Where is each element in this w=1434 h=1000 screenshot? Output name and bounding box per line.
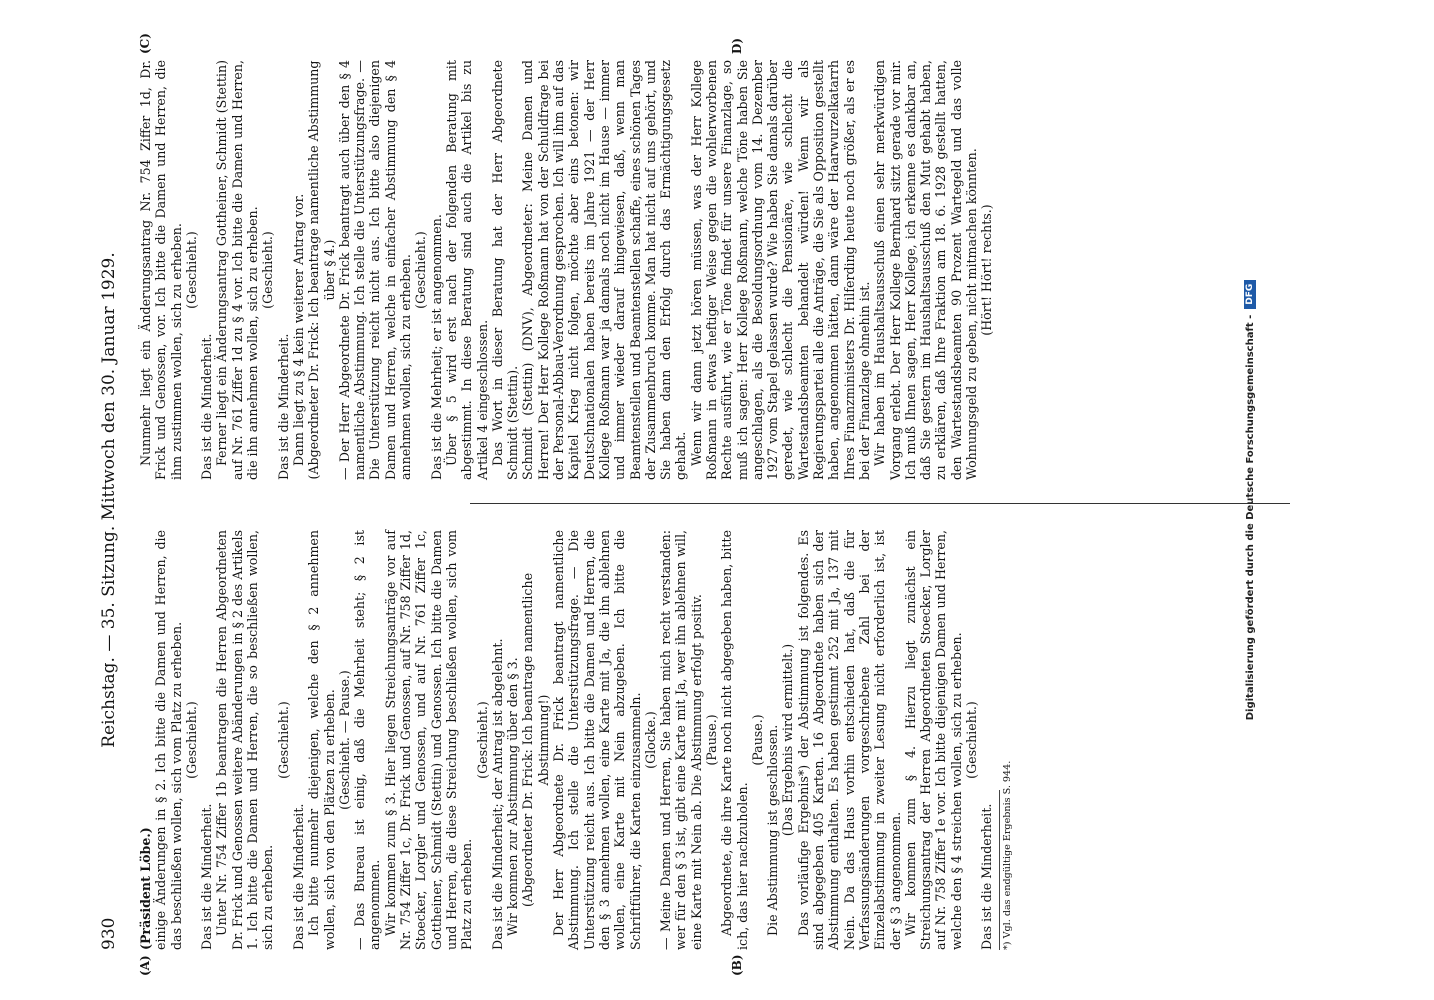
- paragraph: einige Änderungen in § 2. Ich bitte die Damen und Herren, die das beschließen wollen, sich vom Platz zu erheben.: [153, 530, 184, 950]
- paragraph: Wir haben im Haushaltsausschuß einen sehr merkwürdigen Vorgang erlebt. Der Herr Kollege Bernhard sitzt gerade vor mir. Ich muß Ihnen sagen, Herr Kollege, ich erkenne es dankbar an, daß Sie gestern im Haushaltsausschuß den Mut gehabt haben, zu erklären, daß Ihre Fraktion am 18. 6. 1928 gestellt hatten, den Wartestandsbeamten 90 Prozent Wartegeld und das volle Wohnungsgeld zu geben, nicht mitmachen könnten.: [872, 60, 980, 480]
- paragraph: Das ist die Minderheit.: [979, 803, 995, 950]
- paragraph: (Glocke.): [642, 711, 658, 769]
- paragraph: Das ist die Minderheit.: [199, 333, 215, 480]
- paragraph: (Pause.): [749, 714, 765, 766]
- paragraph: Abgeordnete, die ihre Karte noch nicht abgegeben haben, bitte ich, das hier nachzuholen.: [719, 530, 750, 950]
- paragraph: Das ist die Minderheit.: [290, 803, 306, 950]
- paragraph: Das Wort in dieser Beratung hat der Herr Abgeordnete Schmidt (Stettin).: [489, 60, 521, 480]
- dfg-logo: DFG: [1244, 280, 1256, 309]
- paragraph: (Pause.): [703, 714, 719, 766]
- paragraph: Nunmehr liegt ein Änderungsantrag Nr. 754 Ziffer 1d, Dr. Frick und Genossen, vor. Ich bitte die Damen und Herren, die ihm zustimmen wollen, sich zu erheben.: [138, 60, 184, 480]
- paragraph: Wenn wir dann jetzt hören müssen, was der Herr Kollege Roßmann in etwas heftiger Weise gegen die wohlerworbenen Rechte ausführt, wie er Töne findet für unsere Finanzlage, so muß ich sagen: Herr Kollege Roßmann, welche Töne haben Sie angeschlagen, als die Besoldungsordnung vom 14. Dezember 1927 vom Stapel gelassen wurde? Wie haben Sie damals darüber geredet, wie schlecht die Pensionäre, wie schlecht die Wartestandsbeamten behandelt würden! Wenn wir als Regierungspartei alle die Anträge, die Sie als Opposition gestellt haben, angenommen hätten, dann wäre der Haarwurzelkatarrh Ihres Finanzministers Dr. Hilferding heute noch größer, als er es bei der Finanzlage ohnehin ist.: [688, 60, 872, 480]
- paragraph: Der Herr Abgeordnete Dr. Frick beantragt namentliche Abstimmung. Ich stelle die Unterstützungsfrage. — Die Unterstützung reicht aus. Ich bitte die Damen und Herren, die den § 3 annehmen wollen, eine Karte mit Ja, die ihn ablehnen wollen, eine Karte mit Nein abzugeben. Ich bitte die Schriftführer, die Karten einzusammeln.: [551, 530, 643, 950]
- paragraph: Die Abstimmung ist geschlossen.: [765, 724, 781, 936]
- paragraph: (Präsident Löbe.): [138, 827, 153, 950]
- paragraph: Das ist die Minderheit.: [275, 333, 291, 480]
- paragraph: Unter Nr. 754 Ziffer 1b beantragen die Herren Abgeordneten Dr. Frick und Genossen weitere Abänderungen in § 2 des Artikels 1. Ich bitte die Damen und Herren, die so beschließen wollen, sich zu erheben.: [214, 530, 276, 950]
- paragraph: (Abgeordneter Dr. Frick: Ich beantrage namentliche Abstimmung über § 4.): [306, 60, 337, 480]
- footnote: *) Vgl. das endgültige Ergebnis S. 944.: [1001, 760, 1013, 950]
- paragraph: (Abgeordneter Dr. Frick: Ich beantrage namentliche Abstimmung!): [520, 572, 551, 908]
- paragraph: Ferner liegt ein Änderungsantrag Gottheiner, Schmidt (Stettin) auf Nr. 761 Ziffer 1d zu § 4 vor. Ich bitte die Damen und Herren, die ihn annehmen wollen, sich zu erheben.: [214, 60, 261, 480]
- paragraph: Das ist die Mehrheit; er ist angenommen.: [428, 214, 444, 480]
- paragraph: (Geschieht.): [183, 701, 199, 779]
- header-title: Reichstag. — 35. Sitzung. Mittwoch den 30. Januar 1929.: [99, 252, 119, 748]
- column-divider: [470, 503, 1290, 504]
- paragraph: — Das Bureau ist einig, daß die Mehrheit steht; § 2 ist angenommen.: [352, 530, 383, 950]
- paragraph: Das ist die Minderheit; der Antrag ist abgelehnt.: [489, 638, 505, 950]
- paragraph: (Geschieht.): [275, 701, 291, 779]
- paragraph: Ich bitte nunmehr diejenigen, welche den § 2 annehmen wollen, sich von den Plätzen zu erheben.: [306, 530, 337, 950]
- paragraph: (Geschieht.): [413, 231, 429, 309]
- digitization-credit: [1240, 50, 1260, 950]
- rotated-page-content: [90, 33, 1320, 976]
- paragraph: (Geschieht.): [260, 231, 276, 309]
- paragraph: (Geschieht.): [474, 701, 490, 779]
- margin-marker-b: (B): [730, 954, 744, 976]
- page-number: 930: [99, 917, 119, 950]
- margin-marker-c: (C): [138, 33, 152, 54]
- credit-text: Digitalisierung gefördert durch die Deutsche Forschungsgemeinschaft -: [1244, 314, 1256, 721]
- paragraph: — Meine Damen und Herren, Sie haben mich recht verstanden: wer für den § 3 ist, gibt eine Karte mit Ja, wer ihn ablehnen will, eine Karte mit Nein ab. Die Abstimmung erfolgt positiv.: [658, 530, 704, 950]
- paragraph: (Geschieht.): [964, 701, 980, 779]
- paragraph: (Das Ergebnis wird ermittelt.): [780, 643, 796, 837]
- paragraph: Schmidt (Stettin) (DNV), Abgeordneter: Meine Damen und Herren! Der Herr Kollege Roßmann hat von der Schuldfrage bei der Personal-Abbau-Verordnung gesprochen. Ich will ihm auf das Kapitel Krieg nicht folgen, möchte aber eins betonen: wir Deutschnationalen haben bereits im Jahre 1921 — der Herr Kollege Roßmann war ja damals noch nicht im Hause — immer und immer wieder darauf hingewiesen, daß, wenn man Beamtenstellen und Beamtenstellen schaffe, eines schönen Tages der Zusammenbruch komme. Man hat nicht auf uns gehört, und Sie haben dann den Erfolg durch das Ermächtigungsgesetz gehabt.: [520, 60, 689, 480]
- right-column: [138, 60, 995, 480]
- paragraph: (Hört! Hört! rechts.): [979, 204, 995, 336]
- paragraph: Über § 5 wird erst nach der folgenden Beratung mit abgestimmt. In diese Beratung sind auch die Artikel bis zu Artikel 4 eingeschlossen.: [443, 60, 490, 480]
- paragraph: (Geschieht.): [183, 231, 199, 309]
- paragraph: Wir kommen zur Abstimmung über den § 3.: [505, 657, 521, 936]
- margin-marker-a: (A): [138, 955, 152, 976]
- running-header: [96, 50, 122, 950]
- paragraph: Dann liegt zu § 4 kein weiterer Antrag vor.: [290, 193, 306, 466]
- paragraph: Das vorläufige Ergebnis*) der Abstimmung ist folgendes. Es sind abgegeben 405 Karten. 16 Abgeordnete haben sich der Abstimmung enthalten. Es haben gestimmt 252 mit Ja, 137 mit Nein. Da das Haus vorhin entschieden hat, daß die für Verfassungsänderungen vorgeschriebene Zahl bei der Einzelabstimmung in zweiter Lesung nicht erforderlich ist, ist der § 3 angenommen.: [795, 530, 903, 950]
- paragraph: Das ist die Minderheit.: [199, 803, 215, 950]
- paragraph: — Der Herr Abgeordnete Dr. Frick beantragt auch über den § 4 namentliche Abstimmung. Ich stelle die Unterstützungsfrage. — Die Unterstützung reicht nicht aus. Ich bitte also diejenigen Damen und Herren, welche in einfacher Abstimmung den § 4 annehmen wollen, sich zu erheben.: [336, 60, 414, 480]
- paragraph: Wir kommen zum § 4. Hierzu liegt zunächst ein Streichungsantrag der Herren Abgeordneten Stoecker, Lorgler auf Nr. 758 Ziffer 1e vor. Ich bitte diejenigen Damen und Herren, welche den § 4 streichen wollen, sich zu erheben.: [902, 530, 964, 950]
- paragraph: Wir kommen zum § 3. Hier liegen Streichungsanträge vor auf Nr. 754 Ziffer 1c, Dr. Frick und Genossen, auf Nr. 758 Ziffer 1d, Stoecker, Lorgler und Genossen, und auf Nr. 761 Ziffer 1c, Gottheiner, Schmidt (Stettin) und Genossen. Ich bitte die Damen und Herren, die diese Streichung beschließen wollen, sich vom Platz zu erheben.: [382, 530, 475, 950]
- left-column: [138, 530, 1015, 950]
- margin-marker-d: D): [730, 37, 744, 54]
- paragraph: (Geschieht. — Pause.): [336, 670, 352, 810]
